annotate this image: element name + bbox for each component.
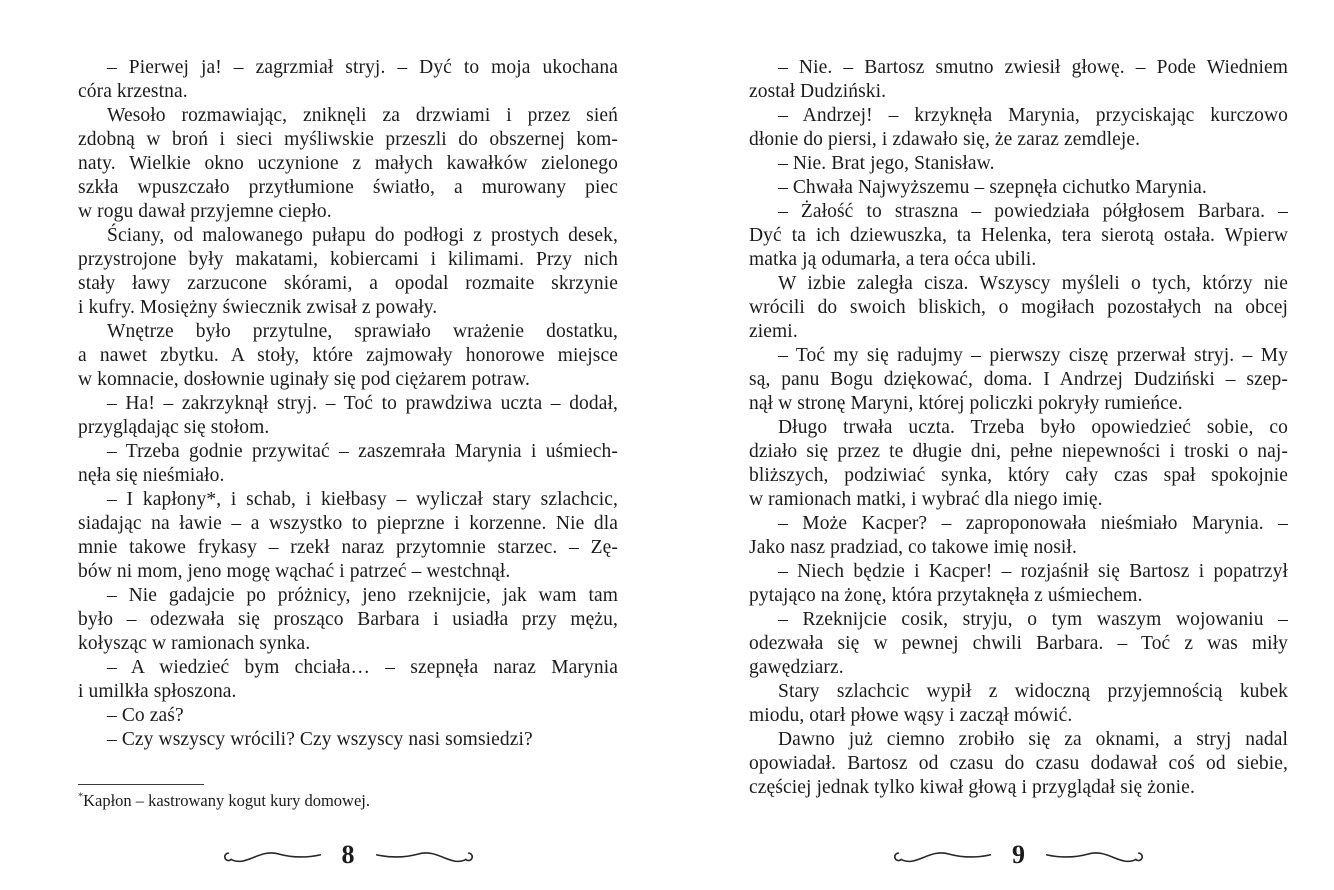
paragraph [749,104,1288,152]
paragraph [78,224,618,320]
page-number: 8 [341,840,355,869]
text-line: Wnętrze było przytulne, sprawiało wrażenie dostatku, [107,321,618,342]
paragraph [749,56,1288,104]
text-line: Dawno już ciemno zrobiło się za oknami, a stryj nadal [778,729,1288,750]
footnote-text: Kapłon – kastrowany kogut kury domowej. [83,791,370,810]
flourish-right-icon [1045,846,1149,868]
page-number: 9 [1012,840,1025,869]
text-line: – Rzeknijcie cosik, stryju, o tym waszym wojowaniu – [778,609,1288,630]
footnote-marker: * [78,791,84,803]
text-line: i kufry. Mosiężny świecznik zwisał z powały. [78,297,438,318]
flourish-right-icon [375,846,479,868]
text-line: Długo trwała uczta. Trzeba było opowiedzieć sobie, co [778,417,1288,438]
text-line: został Dudziński. [749,81,887,102]
text-line: – Nie. Brat jego, Stanisław. [778,153,995,174]
text-line: w rogu dawał przyjemne ciepło. [78,201,332,222]
text-line: było – odezwała się prosząco Barbara i usiadła przy mężu, [78,609,618,630]
paragraph [749,560,1288,608]
text-line: – Czy wszyscy wrócili? Czy wszyscy nasi somsiedzi? [107,729,533,750]
text-line: córa krzestna. [78,81,188,102]
text-line: Ściany, od malowanego pułapu do podłogi z prostych desek, [107,225,618,246]
paragraph [78,728,618,752]
paragraph [78,488,618,584]
text-line: Stary szlachcic wypił z widoczną przyjemnością kubek [778,681,1288,702]
text-line: – Ha! – zakrzyknął stryj. – Toć to prawdziwa uczta – dodał, [107,393,618,414]
text-line: gawędziarz. [749,657,844,678]
text-line: przyglądając się stołom. [78,417,270,438]
text-line: – Chwała Najwyższemu – szepnęła cichutko Marynia. [778,177,1207,198]
text-line: opowiadał. Bartosz od czasu do czasu dodawał coś od siebie, [749,753,1288,774]
text-line: kołysząc w ramionach synka. [78,633,311,654]
text-line: nął w stronę Maryni, której policzki pokryły rumieńce. [749,393,1183,414]
text-line: stały ławy zarzucone skórami, a opodal rozmaite skrzynie [78,273,618,294]
text-line: miodu, otarł płowe wąsy i zaczął mówić. [749,705,1073,726]
paragraph [749,608,1288,680]
text-line: – Nie gadajcie po próżnicy, jeno rzeknijcie, jak wam tam [107,585,618,606]
paragraph [749,152,1288,176]
flourish-left-icon [218,846,322,868]
page-right-text-column [749,56,1288,800]
paragraph [749,680,1288,728]
paragraph [78,56,618,104]
text-line: – Toć my się radujmy – pierwszy ciszę przerwał stryj. – My [778,345,1288,366]
paragraph [78,584,618,656]
footnote [78,784,618,811]
paragraph [749,272,1288,344]
paragraph [78,392,618,440]
page-number-block-left [78,840,618,870]
text-line: matka ją odumarła, a tera oćca ubili. [749,249,1037,270]
paragraph [78,440,618,488]
text-line: – Pierwej ja! – zagrzmiał stryj. – Dyć to moja ukochana [107,57,618,78]
text-line: odezwała się w pewnej chwili Barbara. – Toć z was miły [749,633,1288,654]
text-line: bów ni mom, jeno mogę wąchać i patrzeć – westchnął. [78,561,511,582]
page-left-text-column [78,56,618,752]
text-line: – Co zaś? [107,705,184,726]
text-line: są, panu Bogu dziękować, doma. I Andrzej Dudziński – szep- [749,369,1288,390]
text-line: dłonie do piersi, i zdawało się, że zaraz zemdleje. [749,129,1141,150]
text-line: przystrojone były makatami, kobiercami i kilimami. Przy nich [78,249,618,270]
text-line: Dyć ta ich dziewuszka, ta Helenka, tera sierotą ostała. Wpierw [749,225,1288,246]
text-line: Jako nasz pradziad, co takowe imię nosił. [749,537,1077,558]
text-line: naty. Wielkie okno uczynione z małych kawałków zielonego [78,153,618,174]
text-line: nęła się nieśmiało. [78,465,225,486]
text-line: W izbie zaległa cisza. Wszyscy myśleli o tych, którzy nie [778,273,1288,294]
page-number-block-right [749,840,1288,870]
text-line: – I kapłony*, i schab, i kiełbasy – wyliczał stary szlachcic, [107,489,618,510]
footnote-line [78,790,618,811]
text-line: – Andrzej! – krzyknęła Marynia, przyciskając kurczowo [778,105,1288,126]
text-line: a nawet zbytku. A stoły, które zajmowały honorowe miejsce [78,345,618,366]
paragraph [749,176,1288,200]
paragraph [749,344,1288,416]
paragraph [78,320,618,392]
paragraph [749,728,1288,800]
text-line: pytająco na żonę, która przytaknęła z uśmiechem. [749,585,1143,606]
text-line: wrócili do swoich bliskich, o mogiłach pozostałych na obcej [749,297,1288,318]
text-line: bliższych, podziwiać synka, który cały czas spał spokojnie [749,465,1288,486]
footnote-divider [78,784,204,785]
text-line: szkła wpuszczało przytłumione światło, a murowany piec [78,177,618,198]
page-right [667,0,1334,890]
text-line: i umilkła spłoszona. [78,681,237,702]
text-line: mnie takowe frykasy – rzekł naraz przytomnie starzec. – Zę- [78,537,618,558]
flourish-left-icon [888,846,992,868]
text-line: częściej jednak tylko kiwał głową i przyglądał się żonie. [749,777,1195,798]
paragraph [749,512,1288,560]
text-line: ziemi. [749,321,798,342]
text-line: siadając na ławie – a wszystko to pieprzne i korzenne. Nie dla [78,513,618,534]
paragraph [78,656,618,704]
text-line: – Nie. – Bartosz smutno zwiesił głowę. – Pode Wiedniem [778,57,1288,78]
text-line: – A wiedzieć bym chciała… – szepnęła naraz Marynia [107,657,618,678]
text-line: – Trzeba godnie przywitać – zaszemrała Marynia i uśmiech- [107,441,618,462]
text-line: w komnacie, dosłownie uginały się pod ciężarem potraw. [78,369,530,390]
text-line: – Niech będzie i Kacper! – rozjaśnił się Bartosz i popatrzył [778,561,1288,582]
text-line: – Może Kacper? – zaproponowała nieśmiało Marynia. – [778,513,1288,534]
paragraph [78,704,618,728]
text-line: Wesoło rozmawiając, zniknęli za drzwiami i przez sień [107,105,618,126]
paragraph [749,416,1288,512]
text-line: działo się przez te długie dni, pełne niepewności i troski o naj- [749,441,1288,462]
text-line: – Żałość to straszna – powiedziała półgłosem Barbara. – [778,201,1288,222]
paragraph [78,104,618,224]
paragraph [749,200,1288,272]
text-line: zdobną w broń i sieci myśliwskie przeszli do obszernej kom- [78,129,618,150]
text-line: w ramionach matki, i wybrać dla niego imię. [749,489,1103,510]
